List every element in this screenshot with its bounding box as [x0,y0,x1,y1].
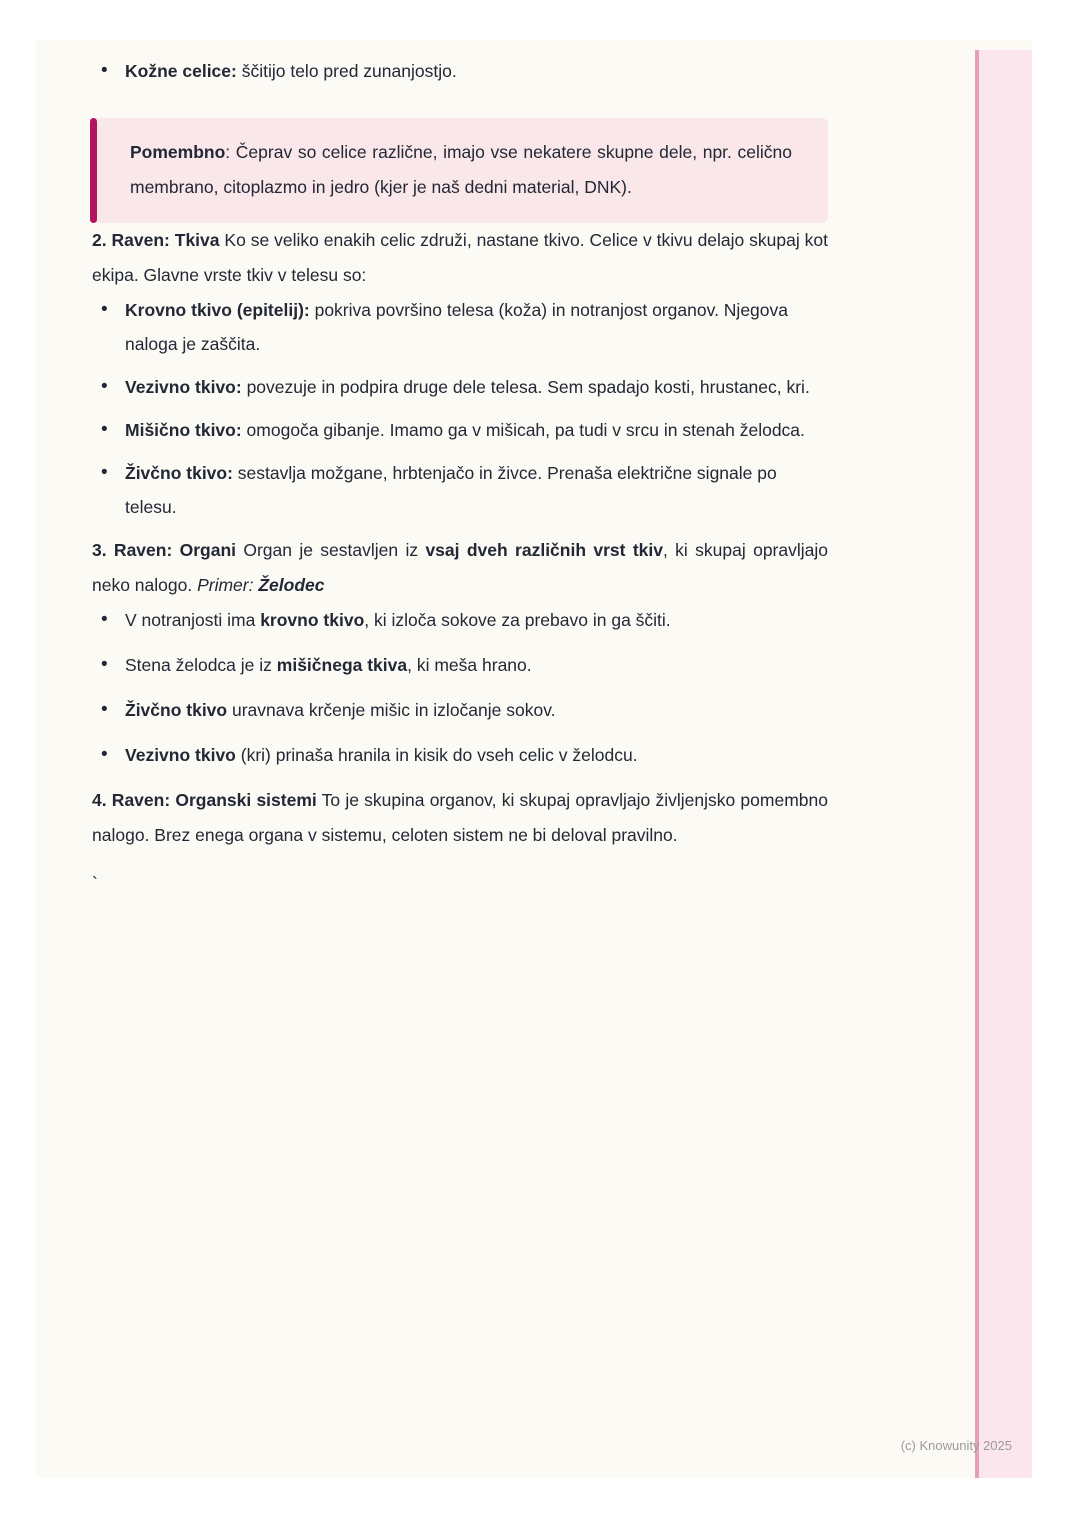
footer-copyright: (c) Knowunity 2025 [900,1438,1012,1453]
section-2-heading-paragraph: 2. Raven: Tkiva Ko se veliko enakih celic združi, nastane tkivo. Celice v tkivu delajo skupaj kot ekipa. Glavne vrste tkiv v telesu so: [92,230,829,285]
list-item: • V notranjosti ima krovno tkivo, ki izloča sokove za prebavo in ga ščiti. [92,603,828,637]
cell-types-list [92,54,828,88]
list-item: • Živčno tkivo uravnava krčenje mišic in izločanje sokov. [92,693,828,727]
stomach-tissues-list [92,603,828,772]
callout-text: Pomembno: Čeprav so celice različne, imajo vse nekatere skupne dele, npr. celično membrano, citoplazmo in jedro (kjer je naš dedni material, DNK). [130,142,792,197]
list-item: • Stena želodca je iz mišičnega tkiva, ki meša hrano. [92,648,828,682]
callout-accent-bar [90,118,97,223]
list-item: • Mišično tkivo: omogoča gibanje. Imamo ga v mišicah, pa tudi v srcu in stenah želodca. [92,413,828,447]
document-page [36,40,1032,1478]
stray-backtick: ` [92,874,98,894]
list-item: • Vezivno tkivo: povezuje in podpira druge dele telesa. Sem spadajo kosti, hrustanec, kri. [92,370,828,404]
tissues-list [92,293,828,524]
list-item: • Vezivno tkivo (kri) prinaša hranila in kisik do vseh celic v želodcu. [92,738,828,772]
list-item: • Krovno tkivo (epitelij): pokriva površino telesa (koža) in notranjost organov. Njegova naloga je zaščita. [92,293,828,361]
list-item: • Živčno tkivo: sestavlja možgane, hrbtenjačo in živce. Prenaša električne signale po telesu. [92,456,828,524]
section-3-heading-paragraph: 3. Raven: Organi Organ je sestavljen iz vsaj dveh različnih vrst tkiv, ki skupaj opravljajo neko nalogo. Primer: Želodec [92,540,828,595]
page-content [36,40,1032,901]
section-4-heading-paragraph: 4. Raven: Organski sistemi To je skupina organov, ki skupaj opravljajo življenjsko pomembno nalogo. Brez enega organa v sistemu, celoten sistem ne bi deloval pravilno. [92,790,828,845]
important-callout [90,118,828,223]
list-item: • Kožne celice: ščitijo telo pred zunanjostjo. [92,54,828,88]
